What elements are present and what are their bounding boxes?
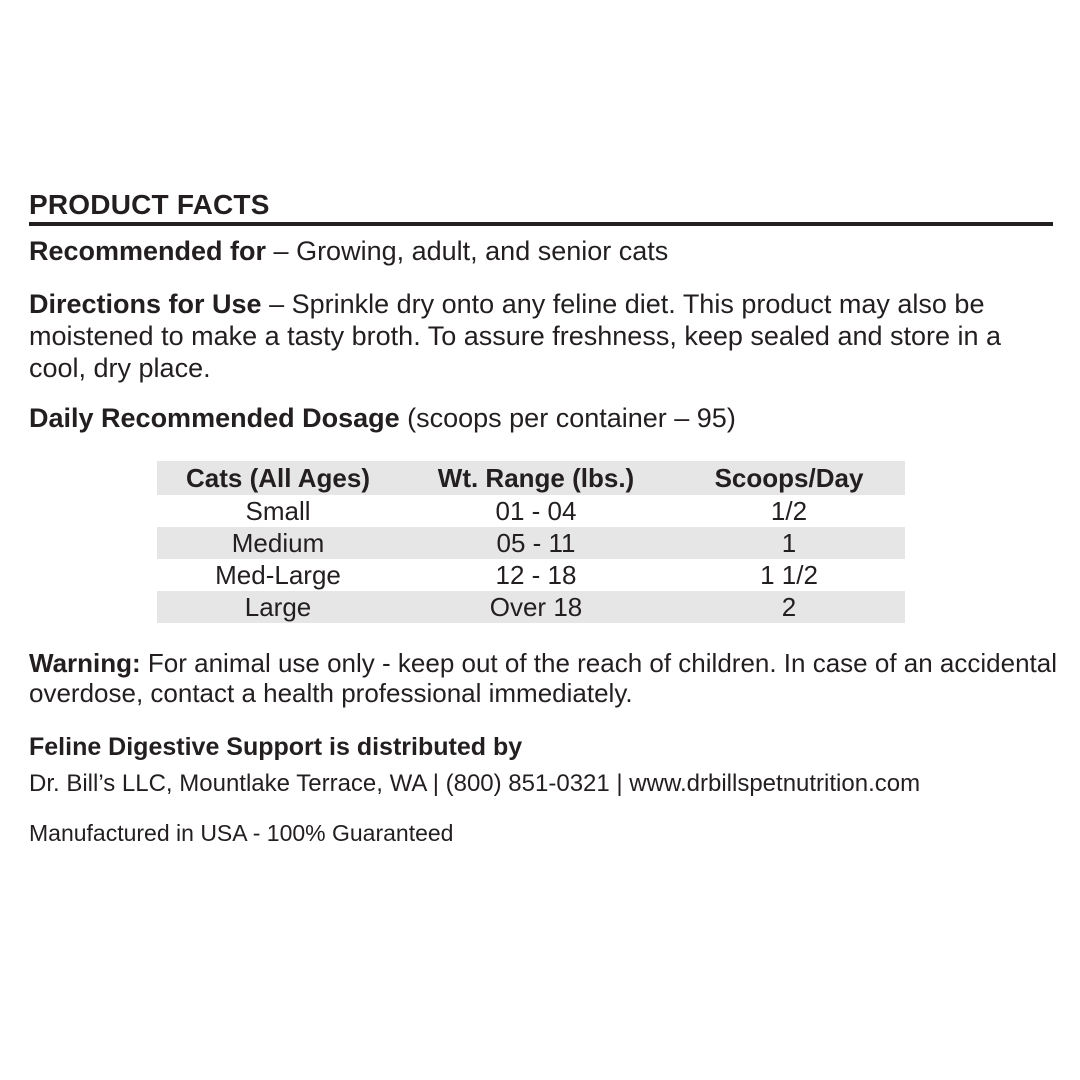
product-facts-panel [29,188,1053,434]
heading-rule [29,222,1053,226]
warning-text: For animal use only - keep out of the reach of children. In case of an accidental overdose, contact a health professional immediately. [29,648,1057,708]
table-header-weight: Wt. Range (lbs.) [437,463,635,493]
manufactured-note: Manufactured in USA - 100% Guaranteed [29,820,454,846]
directions-for-use [29,288,1053,384]
directions-text: – Sprinkle dry onto any feline diet. This product may also be moistened to make a tasty broth. To assure freshness, keep sealed and store in a cool, dry place. [29,289,1002,383]
product-facts-heading: PRODUCT FACTS [29,189,270,220]
table-cell-size: Med-Large [215,560,341,590]
table-row [157,591,905,623]
warning [29,648,1059,708]
table-header-cats: Cats (All Ages) [186,463,370,493]
warning-label: Warning: [29,648,141,678]
table-cell-scoops: 1 1/2 [760,560,818,590]
table-cell-weight: Over 18 [489,592,583,622]
table-cell-size: Large [244,592,312,622]
table-cell-size: Small [245,496,311,526]
table-cell-size: Medium [231,528,325,558]
table-row [157,559,905,591]
dosage-label: Daily Recommended Dosage [29,403,400,433]
dosage-table [157,461,905,623]
recommended-for [29,235,1053,267]
table-header-row [157,461,905,495]
directions-label: Directions for Use [29,289,262,319]
table-cell-scoops: 2 [781,592,797,622]
table-cell-scoops: 1/2 [770,496,808,526]
table-row [157,495,905,527]
dosage-text: (scoops per container – 95) [399,403,736,433]
recommended-for-text: – Growing, adult, and senior cats [266,236,669,266]
table-cell-weight: 12 - 18 [495,560,577,590]
table-header-scoops: Scoops/Day [714,463,864,493]
table-cell-weight: 01 - 04 [495,496,577,526]
distributor-title: Feline Digestive Support is distributed by [29,733,523,761]
table-row [157,527,905,559]
daily-dosage [29,402,1053,434]
table-cell-scoops: 1 [781,528,797,558]
recommended-for-label: Recommended for [29,236,267,266]
distributor-info: Dr. Bill’s LLC, Mountlake Terrace, WA | (800) 851-0321 | www.drbillspetnutrition.com [29,770,921,797]
table-cell-weight: 05 - 11 [496,528,576,558]
